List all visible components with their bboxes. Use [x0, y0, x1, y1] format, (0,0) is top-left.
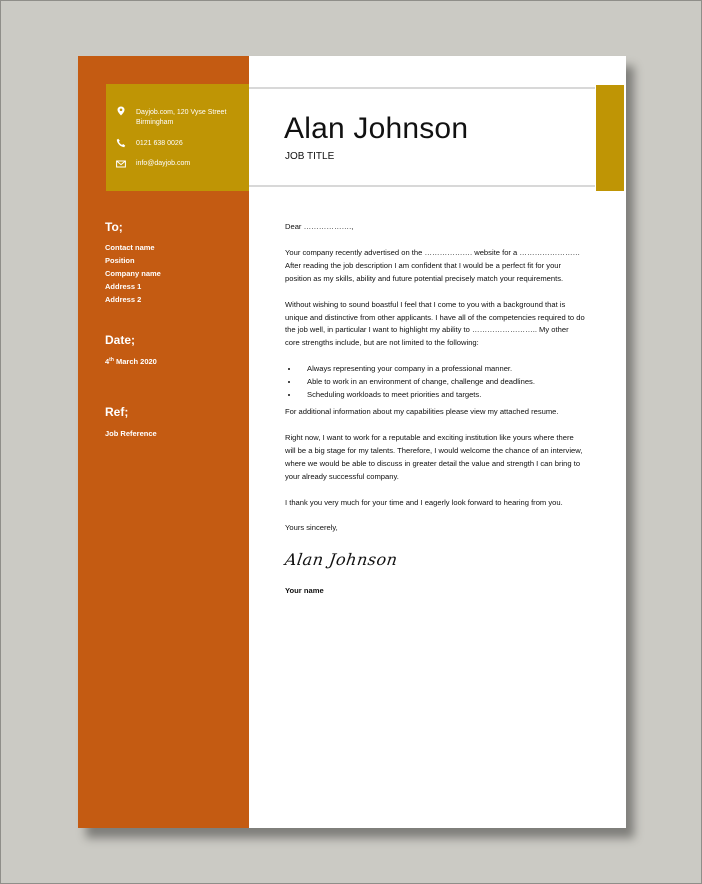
paragraph-2: Without wishing to sound boastful I feel that I come to you with a background that is unique and distinctive from other applicants. I have all of the competencies required to do the job well, in particular I want to highlight my ability to …………………….. My other core strengths include, but are not limited to the following:	[285, 299, 585, 348]
closing: Yours sincerely,	[285, 523, 338, 533]
to-company-name: Company name	[105, 269, 161, 278]
list-item: • Always representing your company in a professional manner.	[299, 363, 585, 376]
to-address-2: Address 2	[105, 295, 142, 304]
ref-value: Job Reference	[105, 429, 157, 438]
date-suffix: th	[109, 357, 114, 363]
paragraph-4: Right now, I want to work for a reputable and exciting institution like yours where there will be a big stage for my talents. Therefore, I would welcome the chance of an interview, where we would be able to discuss in greater detail the value and strength I can bring to your already successful company.	[285, 432, 583, 481]
sidebar	[78, 56, 249, 828]
paragraph-1: Your company recently advertised on the ………………. website for a …………………… After reading the job description I am confident that I would be a perfect fit for your position as my skills, ability and future potential precisely match your requirements.	[285, 247, 581, 283]
signature: Alan Johnson	[283, 550, 399, 570]
paragraph-5: I thank you very much for your time and I eagerly look forward to hearing from you.	[285, 497, 563, 507]
your-name: Your name	[285, 586, 324, 596]
contact-box	[106, 84, 249, 191]
address-line-1: Dayjob.com, 120 Vyse Street	[136, 109, 227, 116]
location-pin-icon	[116, 106, 126, 116]
salutation: Dear ……………….,	[285, 222, 354, 231]
header-accent-block	[596, 85, 624, 191]
list-item: • Able to work in an environment of change, challenge and deadlines.	[299, 376, 585, 389]
letter-body	[285, 221, 585, 611]
to-contact-name: Contact name	[105, 243, 155, 252]
header-top-rule	[249, 87, 595, 89]
date-rest: March 2020	[113, 357, 157, 366]
to-address-1: Address 1	[105, 282, 142, 291]
to-position: Position	[105, 256, 135, 265]
email-icon	[116, 159, 126, 169]
ref-heading: Ref;	[105, 405, 129, 419]
list-item: • Scheduling workloads to meet priorities and targets.	[299, 389, 585, 402]
contact-phone: 0121 638 0026	[136, 140, 183, 147]
contact-email: info@dayjob.com	[136, 160, 191, 167]
paragraph-3: For additional information about my capabilities please view my attached resume.	[285, 406, 559, 416]
header-bottom-rule	[249, 185, 595, 187]
phone-icon	[116, 138, 126, 148]
date-day: 4	[105, 357, 110, 366]
contact-address	[136, 108, 226, 128]
job-title: JOB TITLE	[285, 151, 335, 162]
to-heading: To;	[105, 220, 123, 234]
date-value	[105, 354, 157, 369]
date-heading: Date;	[105, 333, 136, 347]
strengths-list	[285, 363, 585, 402]
address-line-2: Birmingham	[136, 119, 174, 126]
cover-letter-page	[78, 56, 626, 828]
applicant-name: Alan Johnson	[284, 112, 469, 145]
